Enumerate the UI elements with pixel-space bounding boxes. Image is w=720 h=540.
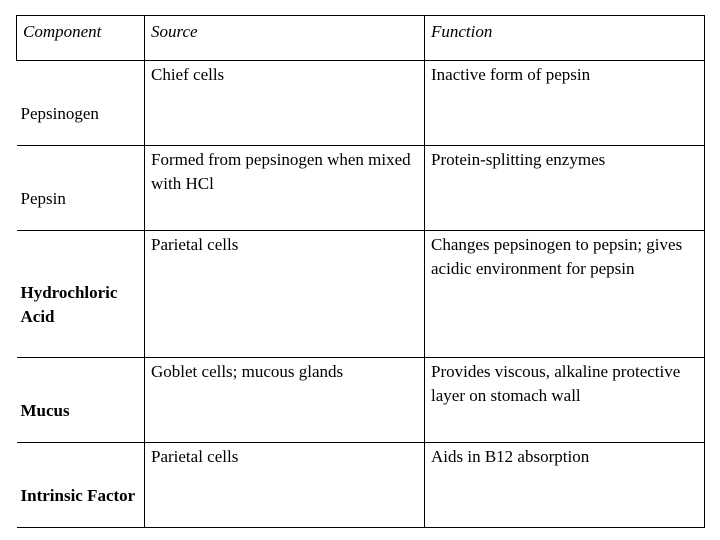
- source-cell: [145, 231, 425, 358]
- function-text: Changes pepsinogen to pepsin; gives acidic environment for pepsin: [431, 235, 683, 278]
- source-cell: [145, 358, 425, 443]
- component-name: Mucus: [20, 401, 70, 420]
- function-text: Inactive form of pepsin: [431, 65, 591, 84]
- table-header-row: [17, 16, 705, 61]
- header-function: [425, 16, 705, 61]
- header-component: [17, 16, 145, 61]
- digestive-components-table-container: [16, 15, 705, 528]
- header-source-label: Source: [151, 22, 198, 41]
- table-row: [17, 61, 705, 146]
- component-cell: [17, 146, 145, 231]
- function-cell: [425, 443, 705, 528]
- function-cell: [425, 231, 705, 358]
- digestive-components-table: [16, 15, 705, 528]
- component-name: Hydrochloric Acid: [20, 283, 118, 326]
- component-cell: [17, 231, 145, 358]
- source-text: Parietal cells: [151, 235, 239, 254]
- function-cell: [425, 146, 705, 231]
- source-text: Goblet cells; mucous glands: [151, 362, 344, 381]
- table-row: [17, 231, 705, 358]
- component-cell: [17, 358, 145, 443]
- source-cell: [145, 146, 425, 231]
- component-cell: [17, 443, 145, 528]
- source-cell: [145, 443, 425, 528]
- function-text: Aids in B12 absorption: [431, 447, 590, 466]
- component-name: Intrinsic Factor: [20, 486, 136, 505]
- function-text: Protein-splitting enzymes: [431, 150, 606, 169]
- table-row: [17, 443, 705, 528]
- source-text: Parietal cells: [151, 447, 239, 466]
- header-function-label: Function: [431, 22, 493, 41]
- table-row: [17, 146, 705, 231]
- function-cell: [425, 61, 705, 146]
- header-source: [145, 16, 425, 61]
- function-text: Provides viscous, alkaline protective layer on stomach wall: [431, 362, 681, 405]
- source-cell: [145, 61, 425, 146]
- component-name: Pepsin: [20, 189, 66, 208]
- table-row: [17, 358, 705, 443]
- source-text: Formed from pepsinogen when mixed with HCl: [151, 150, 411, 193]
- header-component-label: Component: [23, 22, 102, 41]
- source-text: Chief cells: [151, 65, 225, 84]
- component-cell: [17, 61, 145, 146]
- component-name: Pepsinogen: [20, 104, 99, 123]
- function-cell: [425, 358, 705, 443]
